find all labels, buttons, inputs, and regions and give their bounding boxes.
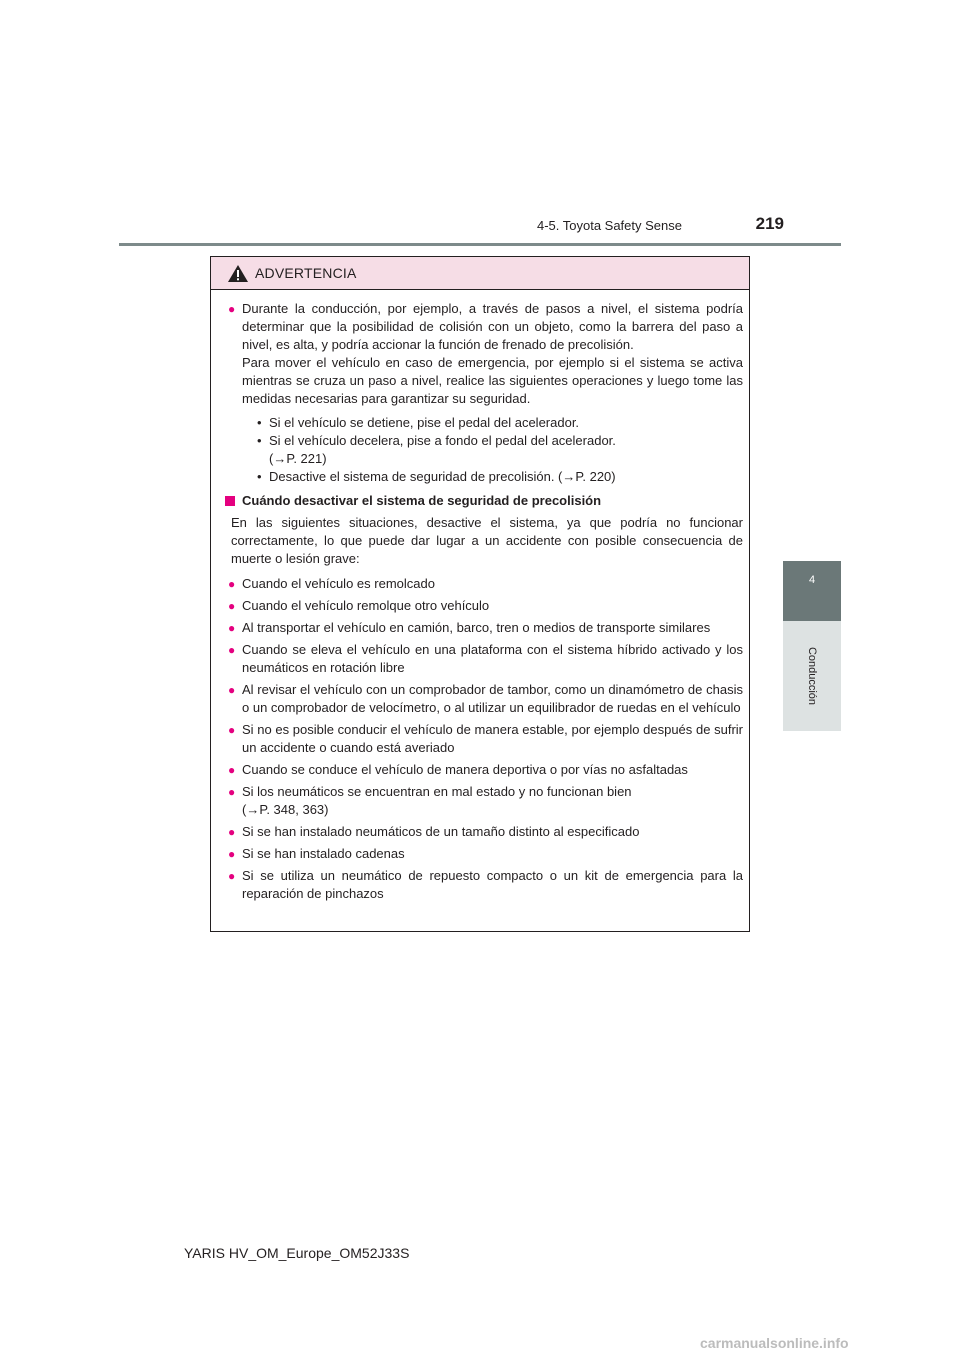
chapter-number: 4 — [808, 574, 816, 586]
warning-title: ADVERTENCIA — [255, 265, 357, 281]
bullet-icon: ● — [228, 847, 236, 861]
list-item: ● Cuando el vehículo es remolcado — [228, 576, 435, 591]
bullet-icon: ● — [228, 825, 236, 839]
list-item: ● Cuando el vehículo remolque otro vehículo — [228, 598, 490, 613]
list-item: ● Si los neumáticos se encuentran en mal estado y no funcionan bien (→P. 348, 363) — [228, 784, 632, 817]
footer-doc-code: YARIS HV_OM_Europe_OM52J33S — [184, 1245, 410, 1261]
bullet-icon: ● — [228, 643, 236, 657]
header-rule — [119, 243, 841, 246]
sub-item: • Si el vehículo se detiene, pise el pedal del acelerador. — [257, 415, 580, 430]
sub-list — [242, 414, 743, 486]
bullet-icon: ● — [228, 577, 236, 591]
bullet-icon: ● — [228, 599, 236, 613]
item-text-2: Para mover el vehículo en caso de emergencia, por ejemplo si el sistema se activa mientras se cruza un paso a nivel, realice las siguientes operaciones y luego tome las medidas necesarias para garantizar su seguridad. — [242, 355, 743, 406]
list-item: ● Cuando se eleva el vehículo en una plataforma con el sistema híbrido activado y los neumáticos en rotación libre — [228, 642, 743, 675]
bullet-icon: ● — [228, 621, 236, 635]
chapter-label-tab[interactable] — [783, 621, 841, 731]
list-item: ● Si se han instalado cadenas — [228, 846, 405, 861]
list-item: ● Si no es posible conducir el vehículo de manera estable, por ejemplo después de sufrir un accidente o cuando está averiado — [228, 722, 743, 755]
dot-icon: • — [257, 433, 262, 448]
list-item: ● Si se han instalado neumáticos de un tamaño distinto al especificado — [228, 824, 640, 839]
list-item: ● Al transportar el vehículo en camión, barco, tren o medios de transporte similares — [228, 620, 711, 635]
warning-item-level-crossing — [228, 300, 743, 486]
page-reference-link[interactable]: (→P. 221) — [269, 451, 327, 466]
chapter-label: Conducción — [806, 646, 818, 706]
sub-item: • Si el vehículo decelera, pise a fondo el pedal del acelerador. (→P. 221) — [257, 433, 616, 466]
square-bullet-icon — [225, 496, 235, 506]
header-section-title: 4-5. Toyota Safety Sense — [536, 218, 682, 233]
bullet-icon: ● — [228, 302, 236, 316]
section-title: Cuándo desactivar el sistema de seguridad de precolisión — [228, 492, 743, 510]
dot-icon: • — [257, 415, 262, 430]
list-item: ● Cuando se conduce el vehículo de manera deportiva o por vías no asfaltadas — [228, 762, 688, 777]
page-reference-link[interactable]: (→P. 348, 363) — [242, 802, 329, 817]
bullet-icon: ● — [228, 723, 236, 737]
bullet-icon: ● — [228, 785, 236, 799]
page-number: 219 — [755, 214, 784, 233]
section-intro: En las siguientes situaciones, desactive el sistema, ya que podría no funcionar correctamente, lo que puede dar lugar a un accidente con posible consecuencia de muerte o lesión grave: — [231, 515, 743, 566]
item-text: Durante la conducción, por ejemplo, a través de pasos a nivel, el sistema podría determinar que la posibilidad de colisión con un objeto, como la barrera del paso a nivel, es alta, y podría accionar la función de frenado de precolisión. — [242, 301, 743, 352]
chapter-tab[interactable] — [783, 561, 841, 621]
warning-triangle-icon — [227, 264, 249, 288]
bullet-icon: ● — [228, 869, 236, 883]
list-item: ● Si se utiliza un neumático de repuesto compacto o un kit de emergencia para la reparación de pinchazos — [228, 868, 743, 901]
warning-header — [211, 257, 749, 290]
site-watermark: carmanualsonline.info — [700, 1335, 849, 1351]
dot-icon: • — [257, 469, 262, 484]
bullet-icon: ● — [228, 763, 236, 777]
warning-content — [228, 300, 743, 907]
bullet-icon: ● — [228, 683, 236, 697]
list-item: ● Al revisar el vehículo con un comprobador de tambor, como un dinamómetro de chasis o un comprobador de velocímetro, o al utilizar un equilibrador de ruedas en el vehículo — [228, 682, 743, 715]
warning-box — [210, 256, 750, 932]
sub-item: • Desactive el sistema de seguridad de precolisión. (→P. 220) — [257, 469, 616, 484]
